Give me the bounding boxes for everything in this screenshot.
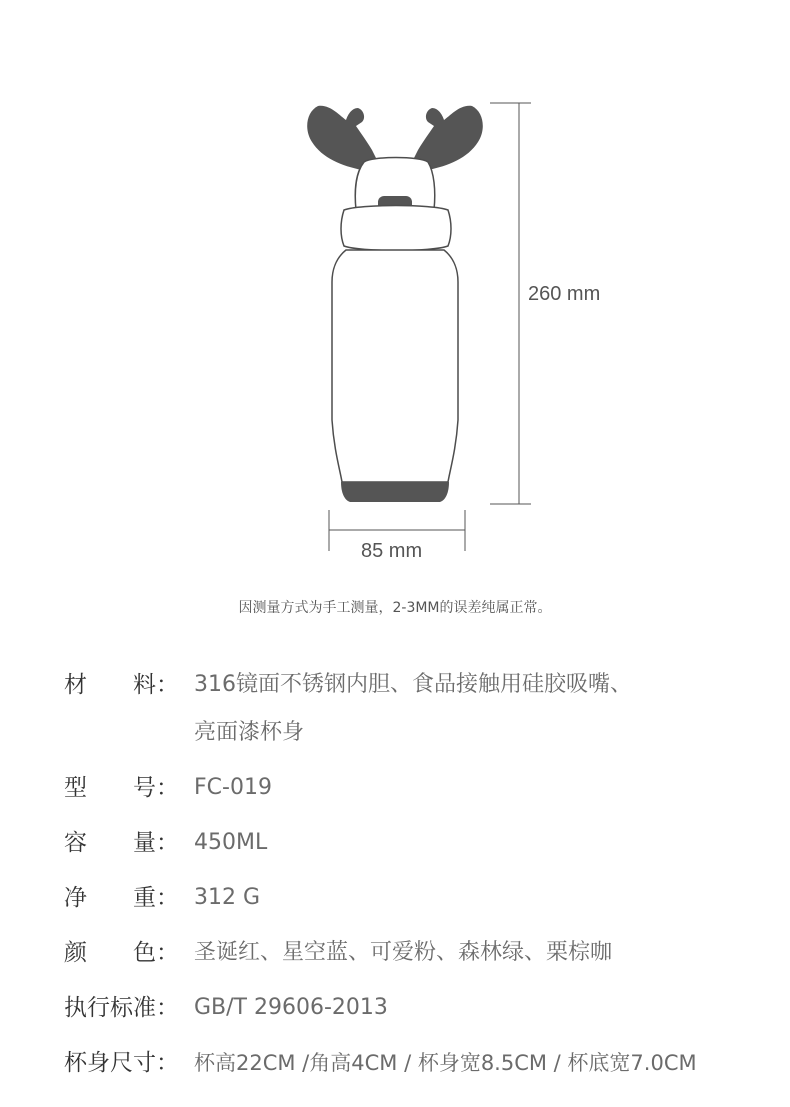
bottle-body <box>332 250 458 482</box>
spec-row-model <box>64 771 784 812</box>
spec-key: 颜 色： <box>64 940 179 966</box>
spec-value: 杯高22CM /角高4CM / 杯身宽8.5CM / 杯底宽7.0CM <box>194 1051 697 1075</box>
spec-row-material <box>64 668 784 757</box>
width-dimension-label: 85 mm <box>361 540 423 562</box>
cap-band <box>341 206 451 251</box>
spec-key: 容 量： <box>64 830 179 856</box>
height-dimension-label: 260 mm <box>528 283 601 305</box>
spec-value: 312 G <box>194 885 261 910</box>
spec-key: 净 重： <box>64 885 179 911</box>
spec-table <box>64 668 784 1101</box>
spec-key: 型 号： <box>64 775 179 801</box>
spec-key: 执行标准： <box>64 995 179 1021</box>
spec-value: FC-019 <box>194 775 272 800</box>
spec-row-standard <box>64 991 784 1032</box>
bottle-base <box>341 482 449 502</box>
spec-row-colors <box>64 936 784 977</box>
spec-key: 材 料： <box>64 672 179 698</box>
spec-value: 450ML <box>194 830 268 855</box>
spec-value: 316镜面不锈钢内胆、食品接触用硅胶吸嘴、 亮面漆杯身 <box>194 672 632 745</box>
measurement-note: 因测量方式为手工测量，2-3MM的误差纯属正常。 <box>238 600 552 616</box>
spec-value: GB/T 29606-2013 <box>194 995 388 1020</box>
spec-row-size <box>64 1046 784 1087</box>
spec-row-weight <box>64 881 784 922</box>
spec-row-capacity <box>64 826 784 867</box>
spec-key: 杯身尺寸： <box>64 1050 179 1076</box>
spec-value: 圣诞红、星空蓝、可爱粉、森林绿、栗棕咖 <box>194 940 613 965</box>
